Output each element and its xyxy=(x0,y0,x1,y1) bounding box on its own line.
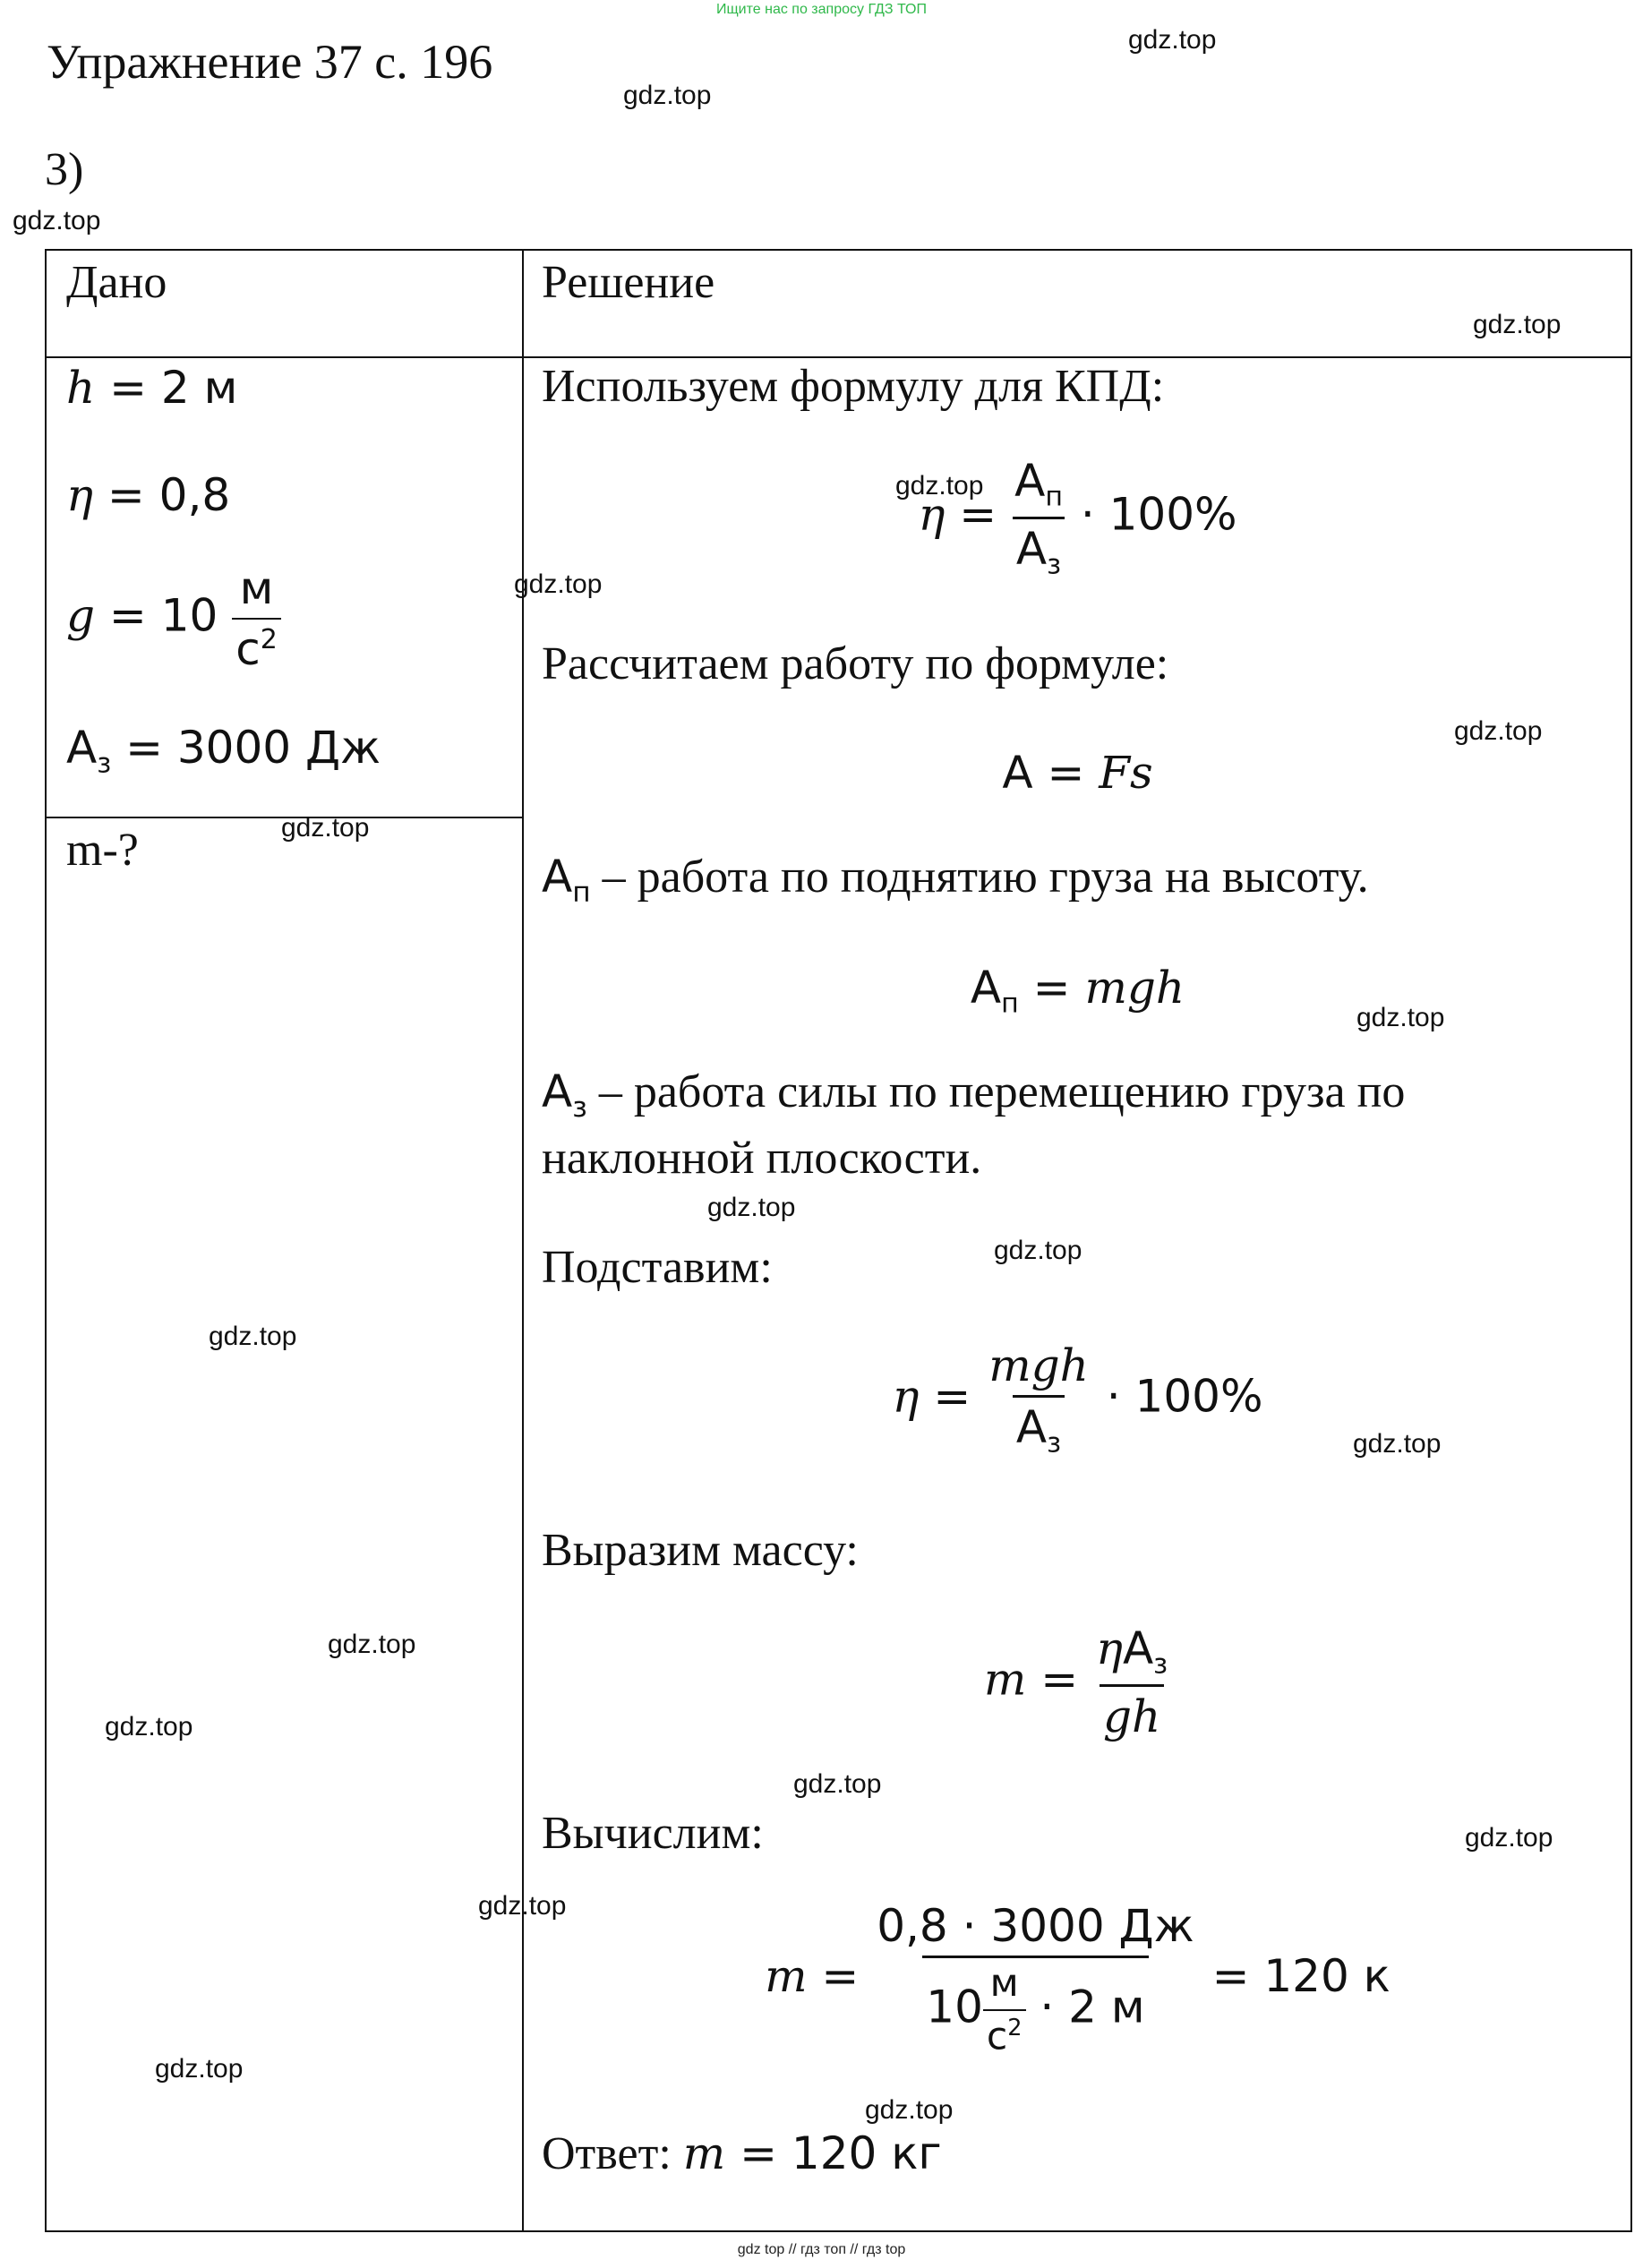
given-efficiency: η = 0,8 xyxy=(66,469,231,521)
watermark: gdz.top xyxy=(209,1322,297,1351)
given-header: Дано xyxy=(66,257,167,308)
watermark: gdz.top xyxy=(1128,25,1217,55)
watermark: gdz.top xyxy=(994,1236,1082,1265)
gravity-unit: $\frac{м}{с^2}$ xyxy=(232,562,281,675)
formula-useful-work: $А_п$ = mgh xyxy=(970,962,1185,1020)
solution-line-7: Вычислим: xyxy=(542,1808,764,1859)
watermark: gdz.top xyxy=(793,1769,882,1799)
formula-mass: m = $\frac{\eta А_з}{gh}$ xyxy=(983,1622,1168,1742)
watermark: gdz.top xyxy=(1356,1003,1445,1032)
solution-line-1: Используем формулу для КПД: xyxy=(542,361,1165,412)
part-number: 3) xyxy=(45,144,84,195)
watermark: gdz.top xyxy=(895,471,984,501)
formula-work: А = Fs xyxy=(1002,747,1153,799)
watermark: gdz.top xyxy=(514,569,603,599)
given-gravity: g = 10 $\frac{м}{с^2}$ xyxy=(66,562,281,675)
solution-line-4b: наклонной плоскости. xyxy=(542,1133,982,1184)
watermark: gdz.top xyxy=(1465,1823,1553,1853)
find-mass: m-? xyxy=(66,825,139,876)
solution-line-2: Рассчитаем работу по формуле: xyxy=(542,638,1169,689)
answer: Ответ: m = 120 кг xyxy=(542,2127,942,2179)
formula-substituted: η = $\frac{\text{mgh}}{А_з}$ · 100% xyxy=(892,1339,1263,1459)
solution-line-5: Подставим: xyxy=(542,1242,773,1293)
watermark: gdz.top xyxy=(1353,1429,1442,1459)
footer-links[interactable]: gdz top // гдз топ // гдз top xyxy=(737,2242,906,2257)
formula-efficiency: η = $\frac{А_п}{А_з}$ · 100% xyxy=(918,455,1237,580)
watermark: gdz.top xyxy=(155,2054,244,2084)
watermark: gdz.top xyxy=(623,81,712,110)
header-divider xyxy=(47,356,1630,358)
watermark: gdz.top xyxy=(1454,716,1543,746)
solution-line-4: $А_з$ – работа силы по перемещению груза по xyxy=(542,1066,1406,1124)
watermark: gdz.top xyxy=(1473,310,1562,339)
watermark: gdz.top xyxy=(13,206,101,235)
solution-table xyxy=(45,249,1632,2232)
watermark: gdz.top xyxy=(865,2095,954,2125)
watermark: gdz.top xyxy=(478,1891,567,1921)
formula-calculation: m = 0,8 · 3000 Дж 10 $\frac{м}{с^2}$ · 2 м = 120 к xyxy=(765,1900,1391,2059)
given-total-work: $А_з = 3000$ Дж xyxy=(66,722,381,780)
given-height: h = 2 м xyxy=(66,362,238,414)
solution-line-3: $А_п$ – работа по поднятию груза на высоту. xyxy=(542,851,1369,909)
watermark: gdz.top xyxy=(281,813,370,843)
exercise-title: Упражнение 37 с. 196 xyxy=(47,35,493,89)
watermark: gdz.top xyxy=(328,1630,416,1659)
solution-line-6: Выразим массу: xyxy=(542,1525,859,1576)
column-divider xyxy=(522,251,524,2230)
watermark: gdz.top xyxy=(707,1193,796,1222)
watermark: gdz.top xyxy=(105,1712,193,1742)
solution-header: Решение xyxy=(542,257,715,308)
top-banner[interactable]: Ищите нас по запросу ГДЗ ТОП xyxy=(716,2,927,17)
